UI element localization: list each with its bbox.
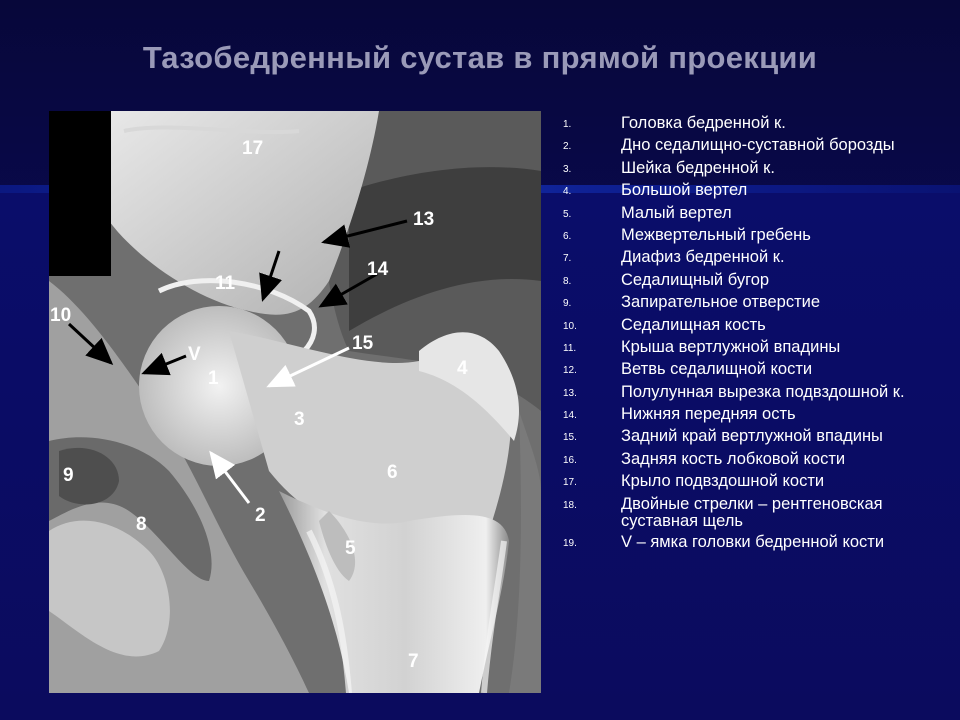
- label-10: 10: [50, 305, 72, 326]
- legend-item: 19. V – ямка головки бедренной кости: [563, 533, 885, 552]
- legend-item: 3. Шейка бедренной к.: [563, 158, 775, 177]
- label-7: 7: [408, 651, 419, 672]
- legend-item: 12. Ветвь седалищной кости: [563, 360, 813, 379]
- label-14: 14: [367, 259, 389, 280]
- label-3: 3: [294, 409, 305, 430]
- hip-xray-image: [49, 111, 541, 693]
- legend-item: 1. Головка бедренной к.: [563, 114, 786, 132]
- label-2: 2: [255, 505, 266, 526]
- legend-item: 4. Большой вертел: [563, 181, 748, 200]
- legend-item: 9. Запирательное отверстие: [563, 293, 821, 312]
- label-5: 5: [345, 538, 356, 559]
- label-15: 15: [352, 333, 374, 354]
- legend-item: 16. Задняя кость лобковой кости: [563, 449, 846, 468]
- legend-item: 2. Дно седалищно-суставной борозды: [563, 136, 895, 155]
- label-17: 17: [242, 138, 264, 159]
- legend-item: 10. Седалищная кость: [563, 315, 766, 334]
- label-8: 8: [136, 514, 147, 535]
- label-13: 13: [413, 209, 435, 230]
- label-11: 11: [215, 273, 236, 294]
- legend-item: 7. Диафиз бедренной к.: [563, 248, 785, 267]
- legend-item: 8. Седалищный бугор: [563, 270, 770, 289]
- label-6: 6: [387, 462, 398, 483]
- label-4: 4: [457, 358, 468, 379]
- label-1: 1: [208, 368, 219, 389]
- label-9: 9: [63, 465, 74, 486]
- legend-item: 11. Крыша вертлужной впадины: [563, 337, 841, 356]
- legend-list: [563, 115, 943, 556]
- legend-item: 17. Крыло подвздошной кости: [563, 472, 825, 491]
- xray-drawing: [49, 111, 541, 693]
- legend-item: 15. Задний край вертлужной впадины: [563, 427, 883, 446]
- legend-item: 6. Межвертельный гребень: [563, 225, 811, 244]
- legend-item: 13. Полулунная вырезка подвздошной к.: [563, 382, 905, 401]
- legend-item: 14. Нижняя передняя ость: [563, 405, 796, 424]
- legend-item: 18. Двойные стрелки – рентгеновская суставная щель: [563, 494, 883, 530]
- slide-title: Тазобедренный сустав в прямой проекции: [142, 40, 818, 75]
- label-v: V: [188, 344, 201, 365]
- legend-item: 5. Малый вертел: [563, 203, 732, 222]
